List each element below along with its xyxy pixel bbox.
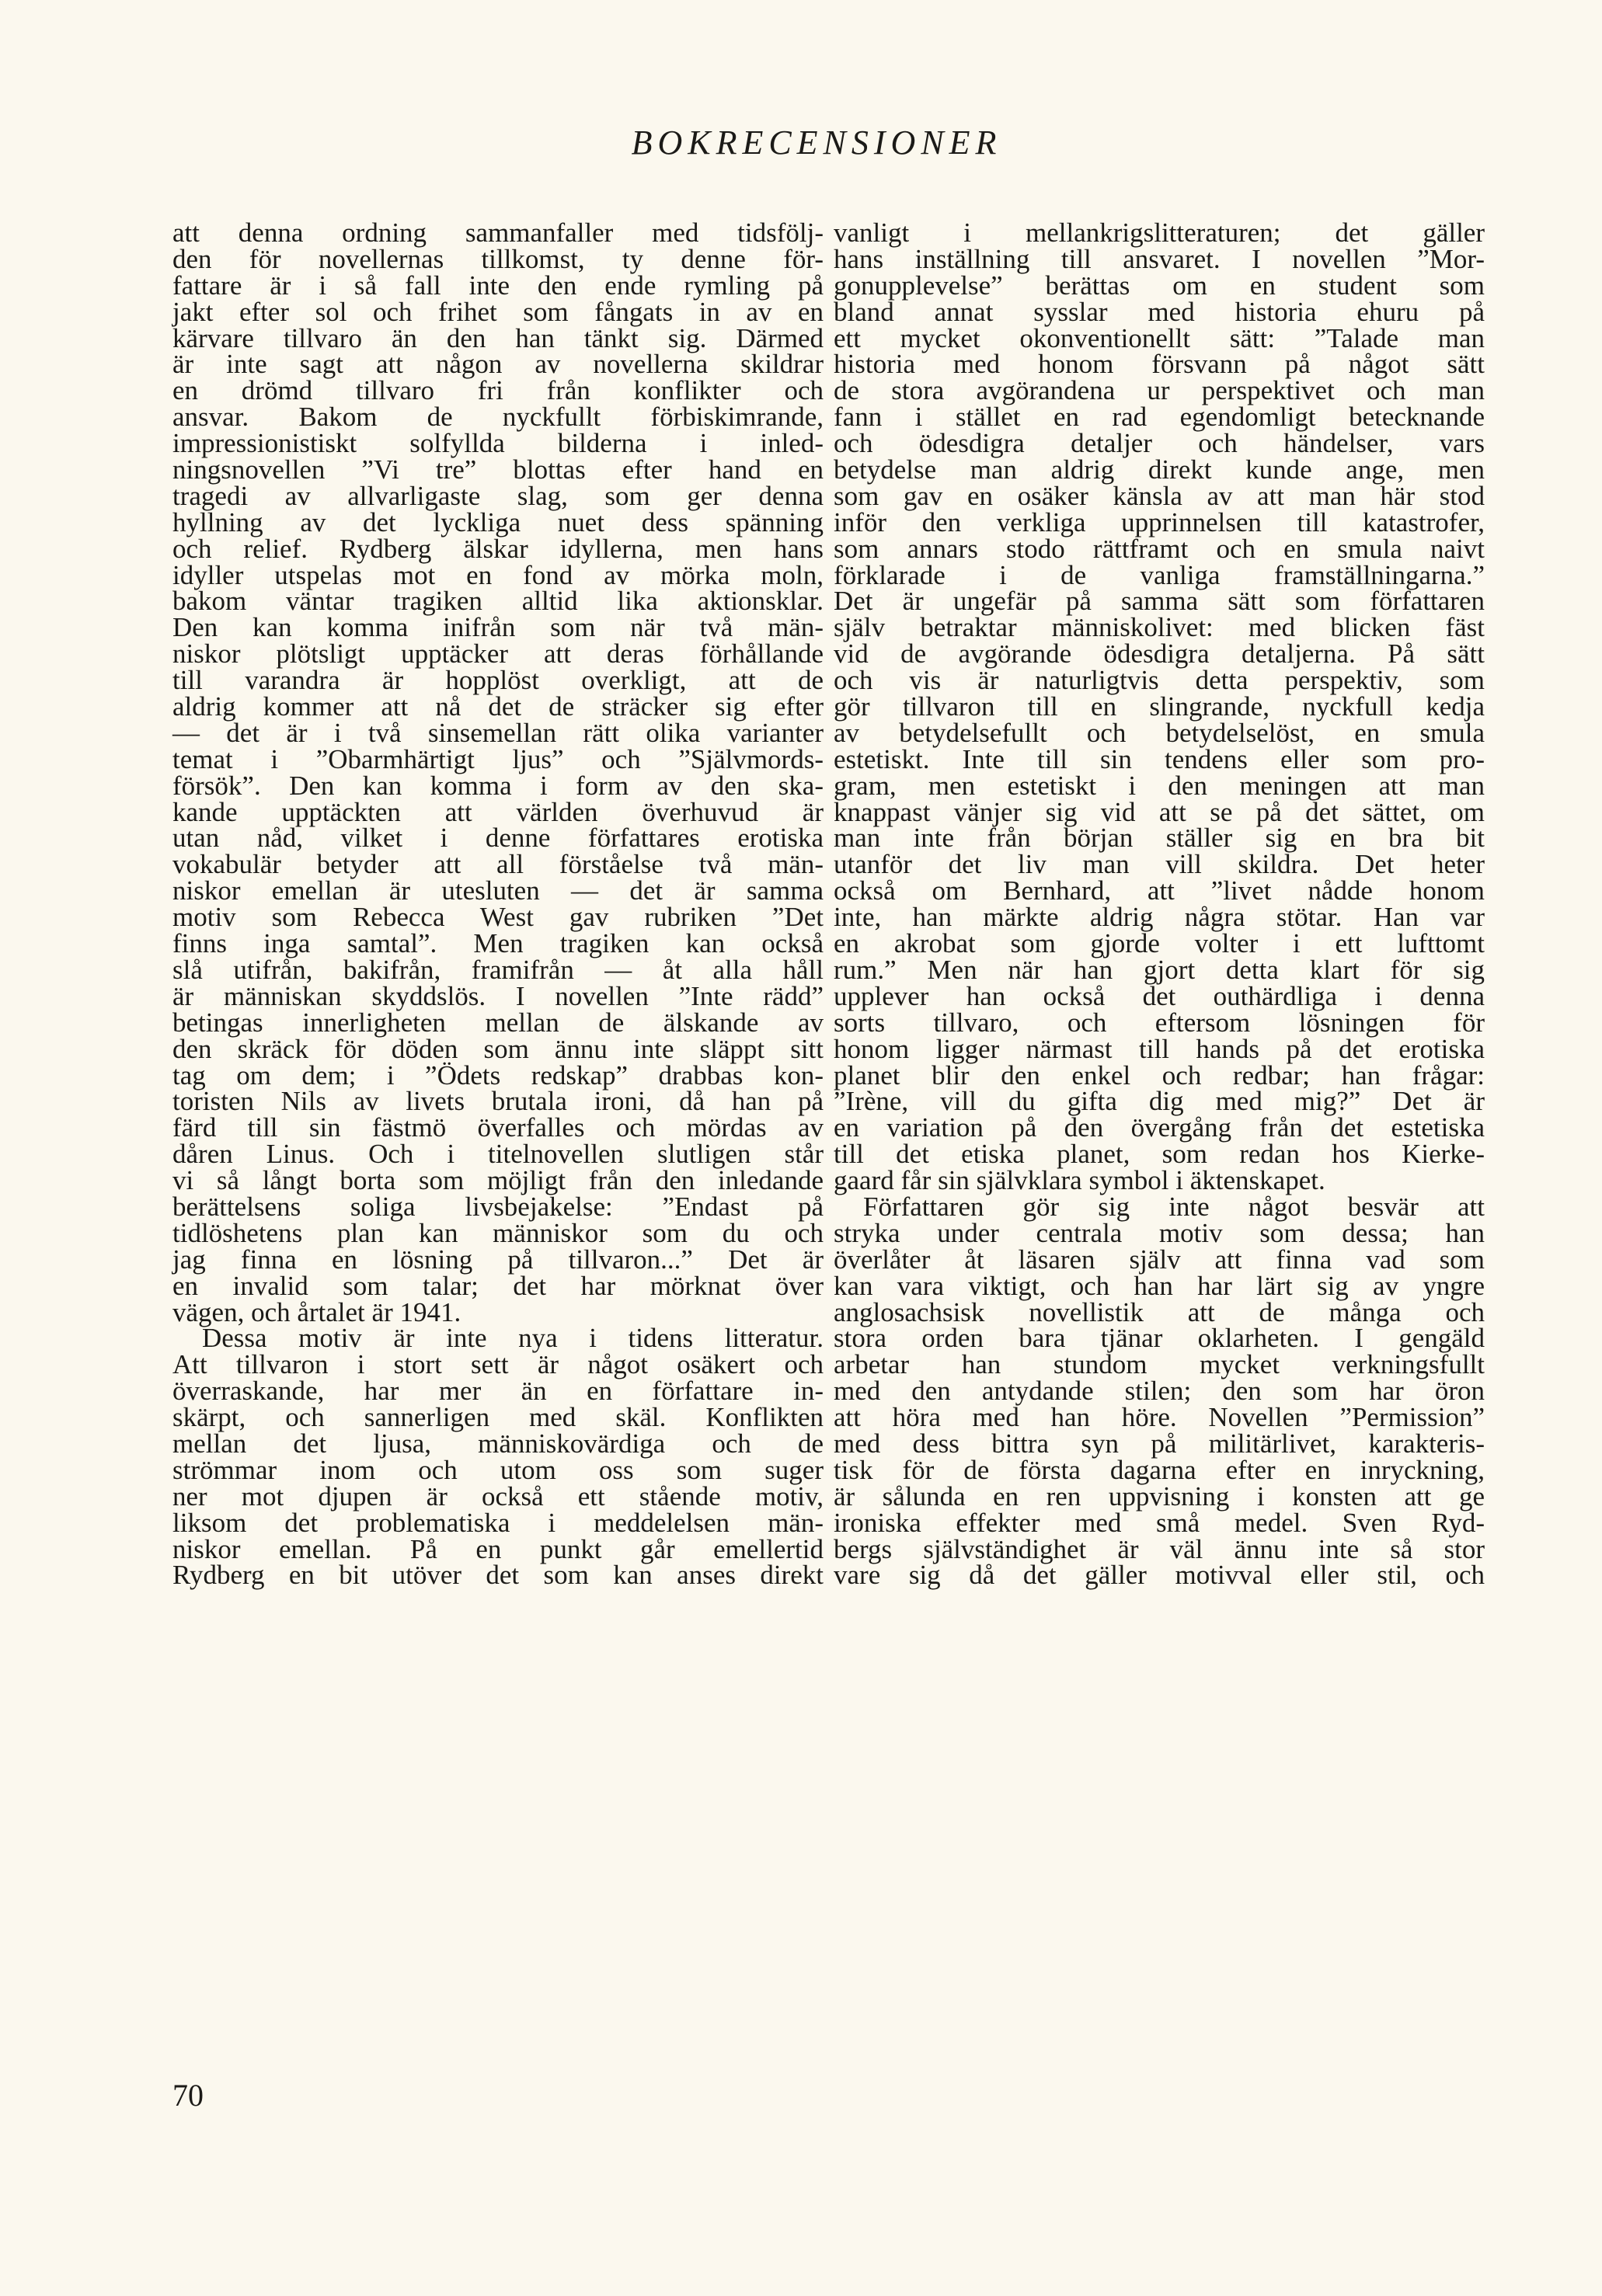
text-line: Dessa motiv är inte nya i tidens litteratur. (202, 1323, 824, 1354)
text-line: förklarade i de vanliga framställningarna.” (834, 559, 1485, 590)
text-line: överlåter åt läsaren själv att finna vad som (834, 1244, 1485, 1275)
text-line: honom ligger närmast till hands på det erotiska (834, 1033, 1485, 1064)
text-line: vokabulär betyder att all förståelse två män- (172, 849, 824, 880)
text-line: berättelsens soliga livsbejakelse: ”Endast på (172, 1191, 824, 1222)
text-line: — det är i två sinsemellan rätt olika varianter (172, 717, 824, 748)
text-line: upplever han också det outhärdliga i denna (834, 980, 1485, 1011)
text-line: finns inga samtal”. Men tragiken kan också (172, 928, 824, 959)
left-column (172, 217, 824, 1591)
text-line: fann i stället en rad egendomligt betecknande (834, 402, 1485, 433)
text-line: tragedi av allvarligaste slag, som ger denna (172, 480, 824, 511)
text-line: de stora avgörandena ur perspektivet och man (834, 375, 1485, 406)
text-line: temat i ”Obarmhärtigt ljus” och ”Självmords- (172, 743, 824, 774)
text-line: gaard får sin självklara symbol i äktenskapet. (834, 1165, 1325, 1196)
text-line: liksom det problematiska i meddelelsen män- (172, 1507, 824, 1538)
text-line: vare sig då det gäller motivval eller stil, och (834, 1560, 1485, 1591)
text-line: som gav en osäker känsla av att man här stod (834, 480, 1485, 511)
text-line: gör tillvaron till en slingrande, nyckfull kedja (834, 691, 1485, 722)
text-line: hyllning av det lyckliga nuet dess spänning (172, 506, 824, 537)
text-line: bergs självständighet är väl ännu inte så stor (834, 1533, 1485, 1564)
text-line: betydelse man aldrig direkt kunde ange, men (834, 454, 1485, 485)
text-line: tag om dem; i ”Ödets redskap” drabbas kon- (172, 1059, 824, 1091)
text-line: vanligt i mellankrigslitteraturen; det gäller (834, 217, 1485, 248)
text-line: färd till sin fästmö överfalles och mördas av (172, 1112, 824, 1143)
text-line: bland annat sysslar med historia ehuru på (834, 296, 1485, 327)
text-line: stryka under centrala motiv som dessa; han (834, 1217, 1485, 1248)
text-line: estetiskt. Inte till sin tendens eller som pro- (834, 743, 1485, 774)
text-line: är människan skyddslös. I novellen ”Inte rädd” (172, 980, 824, 1011)
text-line: inte, han märkte aldrig några stötar. Han var (834, 902, 1485, 933)
text-line: vägen, och årtalet är 1941. (172, 1296, 461, 1327)
text-line: niskor emellan är utesluten — det är samma (172, 875, 824, 906)
text-line: anglosachsisk novellistik att de många och (834, 1296, 1485, 1327)
text-line: vid de avgörande ödesdigra detaljerna. På sätt (834, 638, 1485, 670)
text-line: toristen Nils av livets brutala ironi, då han på (172, 1086, 824, 1117)
text-line: skärpt, och sannerligen med skäl. Konflikten (172, 1402, 824, 1433)
text-line: Den kan komma inifrån som när två män- (172, 612, 824, 643)
text-line: själv betraktar människolivet: med blicken fäst (834, 612, 1485, 643)
text-line: Författaren gör sig inte något besvär att (863, 1191, 1485, 1222)
text-line: gonupplevelse” berättas om en student som (834, 270, 1485, 301)
text-line: knappast vänjer sig vid att se på det sättet, om (834, 796, 1485, 827)
text-line: och relief. Rydberg älskar idyllerna, men hans (172, 533, 824, 564)
right-column (834, 217, 1485, 1591)
text-line: jakt efter sol och frihet som fångats in av en (172, 296, 824, 327)
page-number: 70 (172, 2078, 204, 2113)
text-line: Det är ungefär på samma sätt som författaren (834, 586, 1485, 617)
text-line: till varandra är hopplöst overkligt, att de (172, 665, 824, 696)
text-line: aldrig kommer att nå det de sträcker sig efter (172, 691, 824, 722)
text-line: historia med honom försvann på något sätt (834, 349, 1485, 380)
text-line: en variation på den övergång från det estetiska (834, 1112, 1485, 1143)
text-line: gram, men estetiskt i den meningen att man (834, 770, 1485, 801)
text-line: försök”. Den kan komma i form av den ska- (172, 770, 824, 801)
text-line: mellan det ljusa, människovärdiga och de (172, 1428, 824, 1459)
text-line: är inte sagt att någon av novellerna skildrar (172, 349, 824, 380)
text-line: den skräck för döden som ännu inte släppt sitt (172, 1033, 824, 1064)
text-line: hans inställning till ansvaret. I novellen ”Mor- (834, 243, 1485, 274)
text-line: med dess bittra syn på militärlivet, karakteris- (834, 1428, 1485, 1459)
text-line: att höra med han höre. Novellen ”Permission” (834, 1402, 1485, 1433)
text-line: kande upptäckten att världen överhuvud är (172, 796, 824, 827)
text-line: ”Irène, vill du gifta dig med mig?” Det är (834, 1086, 1485, 1117)
text-line: idyller utspelas mot en fond av mörka moln, (172, 559, 824, 590)
text-line: också om Bernhard, att ”livet nådde honom (834, 875, 1485, 906)
text-line: som annars stodo rättframt och en smula naivt (834, 533, 1485, 564)
running-header: BOKRECENSIONER (631, 123, 1002, 162)
text-line: rum.” Men när han gjort detta klart för sig (834, 954, 1485, 985)
text-line: dåren Linus. Och i titelnovellen slutligen står (172, 1139, 824, 1170)
text-line: kan vara viktigt, och han har lärt sig av yngre (834, 1270, 1485, 1301)
text-line: ningsnovellen ”Vi tre” blottas efter hand en (172, 454, 824, 485)
text-line: ansvar. Bakom de nyckfullt förbiskimrande, (172, 402, 824, 433)
text-line: Rydberg en bit utöver det som kan anses direkt (172, 1560, 824, 1591)
text-line: man inte från början ställer sig en bra bit (834, 823, 1485, 854)
text-line: fattare är i så fall inte den ende rymling på (172, 270, 824, 301)
text-line: motiv som Rebecca West gav rubriken ”Det (172, 902, 824, 933)
text-line: niskor plötsligt upptäcker att deras förhållande (172, 638, 824, 670)
text-line: slå utifrån, bakifrån, framifrån — åt alla håll (172, 954, 824, 985)
text-line: ironiska effekter med små medel. Sven Ryd- (834, 1507, 1485, 1538)
text-line: ner mot djupen är också ett stående motiv, (172, 1480, 824, 1512)
text-line: till det etiska planet, som redan hos Kierke- (834, 1139, 1485, 1170)
text-line: en invalid som talar; det har mörknat över (172, 1270, 824, 1301)
text-line: jag finna en lösning på tillvaron...” Det är (172, 1244, 824, 1275)
text-line: tisk för de första dagarna efter en inryckning, (834, 1454, 1485, 1485)
text-line: med den antydande stilen; den som har öron (834, 1376, 1485, 1407)
text-line: tidlöshetens plan kan människor som du och (172, 1217, 824, 1248)
text-line: impressionistiskt solfyllda bilderna i inled- (172, 428, 824, 459)
text-line: och vis är naturligtvis detta perspektiv, som (834, 665, 1485, 696)
text-line: Att tillvaron i stort sett är något osäkert och (172, 1349, 824, 1380)
text-line: planet blir den enkel och redbar; han frågar: (834, 1059, 1485, 1091)
text-line: den för novellernas tillkomst, ty denne för- (172, 243, 824, 274)
text-line: inför den verkliga upprinnelsen till katastrofer, (834, 506, 1485, 537)
text-line: är sålunda en ren uppvisning i konsten att ge (834, 1480, 1485, 1512)
text-line: kärvare tillvaro än den han tänkt sig. Därmed (172, 322, 824, 353)
text-line: en akrobat som gjorde volter i ett lufttomt (834, 928, 1485, 959)
text-line: en drömd tillvaro fri från konflikter och (172, 375, 824, 406)
text-line: utanför det liv man vill skildra. Det heter (834, 849, 1485, 880)
text-line: att denna ordning sammanfaller med tidsfölj- (172, 217, 824, 248)
text-line: niskor emellan. På en punkt går emellertid (172, 1533, 824, 1564)
text-line: betingas innerligheten mellan de älskande av (172, 1007, 824, 1038)
text-line: sorts tillvaro, och eftersom lösningen för (834, 1007, 1485, 1038)
text-line: vi så långt borta som möjligt från den inledande (172, 1165, 824, 1196)
text-line: av betydelsefullt och betydelselöst, en smula (834, 717, 1485, 748)
text-line: stora orden bara tjänar oklarheten. I gengäld (834, 1323, 1485, 1354)
text-line: överraskande, har mer än en författare in- (172, 1376, 824, 1407)
text-line: utan nåd, vilket i denne författares erotiska (172, 823, 824, 854)
text-line: strömmar inom och utom oss som suger (172, 1454, 824, 1485)
text-line: ett mycket okonventionellt sätt: ”Talade man (834, 322, 1485, 353)
text-line: arbetar han stundom mycket verkningsfullt (834, 1349, 1485, 1380)
text-line: bakom väntar tragiken alltid lika aktionsklar. (172, 586, 824, 617)
text-line: och ödesdigra detaljer och händelser, vars (834, 428, 1485, 459)
